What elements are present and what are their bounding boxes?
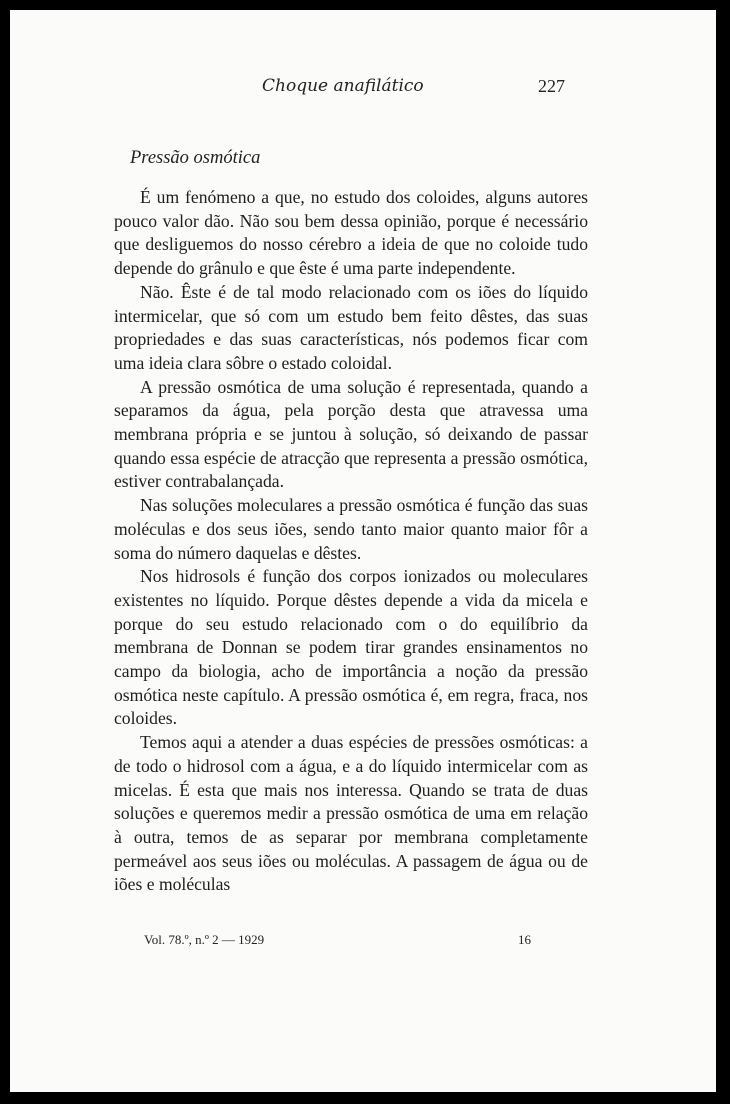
paragraph-6: Temos aqui a atender a duas espécies de pressões osmóticas: a de todo o hidrosol com a água, e a do líquido intermicelar com as micelas. É esta que mais nos interessa. Quando se trata de duas soluções e queremos medir a pressão osmótica de uma em relação à outra, temos de as separar por membrana completamente permeável aos seus iões ou moléculas. A passagem de água ou de iões e moléculas bbox=[114, 732, 588, 895]
page-footer bbox=[10, 932, 716, 956]
paragraph-1: É um fenómeno a que, no estudo dos coloides, alguns autores pouco valor dão. Não sou bem dessa opinião, porque é necessário que desliguemos do nosso cérebro a ideia de que no coloide tudo depende do grânulo e que êste é uma parte independente. bbox=[114, 187, 588, 279]
body-text bbox=[114, 186, 588, 897]
paragraph-2: Não. Êste é de tal modo relacionado com os iões do líquido intermicelar, que só com um estudo bem feito dêstes, das suas propriedades e das suas características, nós podemos ficar com uma ideia clara sôbre o estado coloidal. bbox=[114, 281, 588, 373]
paragraph-5: Nos hidrosols é função dos corpos ionizados ou moleculares existentes no líquido. Porque dêstes depende a vida da micela e porque do seu estudo relacionado com o do equilíbrio da membrana de Donnan se podem tirar grandes ensinamentos no campo da biologia, acho de importância a noção da pressão osmótica neste capítulo. A pressão osmótica é, em regra, fraca, nos coloides. bbox=[114, 566, 588, 729]
book-page bbox=[10, 10, 716, 1092]
running-head bbox=[10, 76, 716, 106]
running-title: Choque anafilático bbox=[262, 76, 424, 96]
paragraph-3: A pressão osmótica de uma solução é representada, quando a separamos da água, pela porção desta que atravessa uma membrana própria e se juntou à solução, só deixando de passar quando essa espécie de atracção que representa a pressão osmótica, estiver contrabalançada. bbox=[114, 376, 588, 492]
section-title: Pressão osmótica bbox=[130, 148, 261, 168]
page-number: 227 bbox=[538, 76, 565, 96]
signature-mark: 16 bbox=[518, 932, 531, 947]
paragraph-4: Nas soluções moleculares a pressão osmótica é função das suas moléculas e dos seus iões, sendo tanto maior quanto maior fôr a soma do número daquelas e dêstes. bbox=[114, 495, 588, 563]
volume-info: Vol. 78.º, n.º 2 — 1929 bbox=[144, 932, 265, 947]
